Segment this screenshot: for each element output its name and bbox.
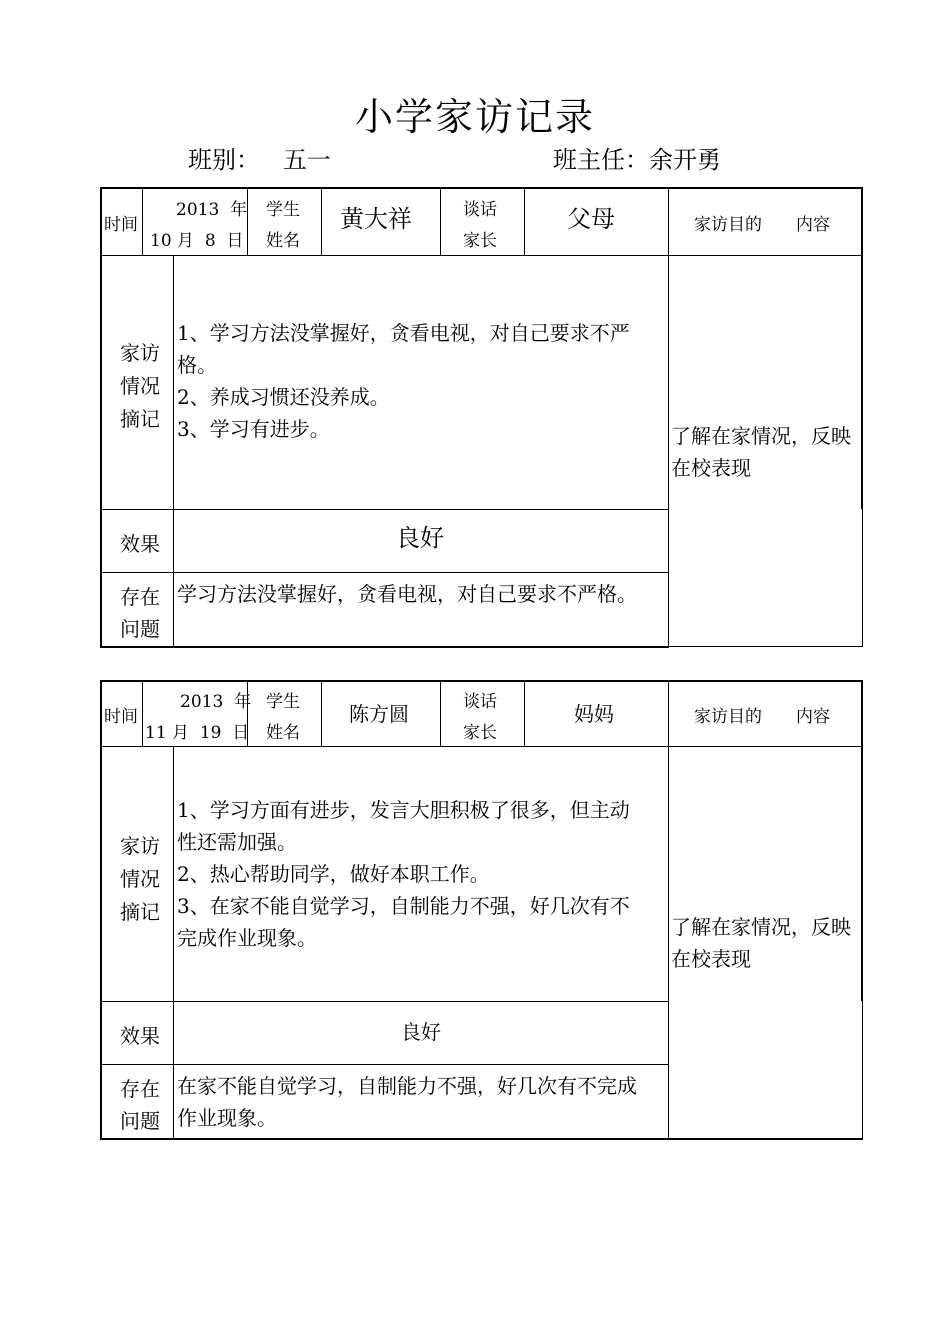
parent-name: 妈妈 (574, 702, 614, 726)
situation-line: 1、学习方面有进步，发言大胆积极了很多，但主动 (177, 798, 630, 822)
problem-label-2: 问题 (120, 1109, 160, 1133)
situation-line: 格。 (177, 353, 217, 377)
problem-notes (177, 1070, 672, 1134)
situation-label-2: 情况 (120, 374, 160, 398)
parent-label-1: 谈话 (463, 692, 497, 712)
student-label-2: 姓名 (266, 231, 300, 251)
teacher-info (553, 140, 721, 175)
student-label-1: 学生 (266, 200, 300, 220)
situation-line: 3、学习有进步。 (177, 417, 330, 441)
situation-label-1: 家访 (120, 834, 160, 858)
purpose-label: 家访目的 内容 (694, 707, 830, 727)
situation-notes (177, 317, 672, 445)
purpose-line: 了解在家情况，反映 (671, 424, 851, 448)
situation-line: 2、养成习惯还没养成。 (177, 385, 390, 409)
situation-label-2: 情况 (120, 867, 160, 891)
situation-label-3: 摘记 (120, 900, 160, 924)
teacher-value: 余开勇 (649, 146, 721, 174)
class-value: 五一 (282, 146, 331, 174)
purpose-content (671, 911, 863, 975)
effect-value: 良好 (401, 1020, 441, 1044)
situation-line: 性还需加强。 (177, 830, 297, 854)
class-info (188, 140, 331, 175)
effect-label: 效果 (120, 1024, 160, 1048)
situation-line: 3、在家不能自觉学习，自制能力不强，好几次有不 (177, 894, 630, 918)
problem-line: 学习方法没掌握好，贪看电视，对自己要求不严格。 (177, 582, 637, 606)
parent-name: 父母 (567, 205, 615, 233)
student-name: 陈方圆 (349, 702, 409, 726)
parent-label-2: 家长 (463, 723, 497, 743)
visit-date-line1: 2013 年 (176, 200, 248, 220)
visit-date-line2: 11 月 19 日 (145, 723, 250, 743)
problem-label-2: 问题 (120, 617, 160, 641)
student-label-2: 姓名 (266, 723, 300, 743)
student-label-1: 学生 (266, 692, 300, 712)
visit-record-2 (100, 680, 863, 1142)
situation-line: 2、热心帮助同学，做好本职工作。 (177, 862, 490, 886)
student-name: 黄大祥 (340, 205, 412, 233)
problem-line: 在家不能自觉学习，自制能力不强，好几次有不完成 (177, 1074, 637, 1098)
effect-label: 效果 (120, 532, 160, 556)
problem-notes (177, 578, 672, 610)
teacher-label: 班主任： (553, 146, 649, 174)
situation-line: 完成作业现象。 (177, 926, 317, 950)
effect-value: 良好 (396, 524, 444, 552)
problem-label-1: 存在 (120, 585, 160, 609)
purpose-line: 在校表现 (671, 456, 751, 480)
page-title: 小学家访记录 (354, 95, 595, 139)
visit-date-line1: 2013 年 (180, 692, 252, 712)
situation-label-3: 摘记 (120, 407, 160, 431)
situation-notes (177, 794, 672, 954)
visit-record-1 (100, 187, 863, 649)
problem-line: 作业现象。 (177, 1106, 277, 1130)
purpose-line: 在校表现 (671, 947, 751, 971)
purpose-line: 了解在家情况，反映 (671, 915, 851, 939)
problem-label-1: 存在 (120, 1077, 160, 1101)
time-label: 时间 (104, 215, 138, 235)
parent-label-1: 谈话 (463, 200, 497, 220)
visit-date-line2: 10 月 8 日 (150, 231, 244, 251)
purpose-label: 家访目的 内容 (694, 215, 830, 235)
class-label: 班别： (188, 146, 260, 174)
situation-label-1: 家访 (120, 341, 160, 365)
parent-label-2: 家长 (463, 231, 497, 251)
situation-line: 1、学习方法没掌握好，贪看电视，对自己要求不严 (177, 321, 630, 345)
time-label: 时间 (104, 707, 138, 727)
purpose-content (671, 420, 863, 484)
